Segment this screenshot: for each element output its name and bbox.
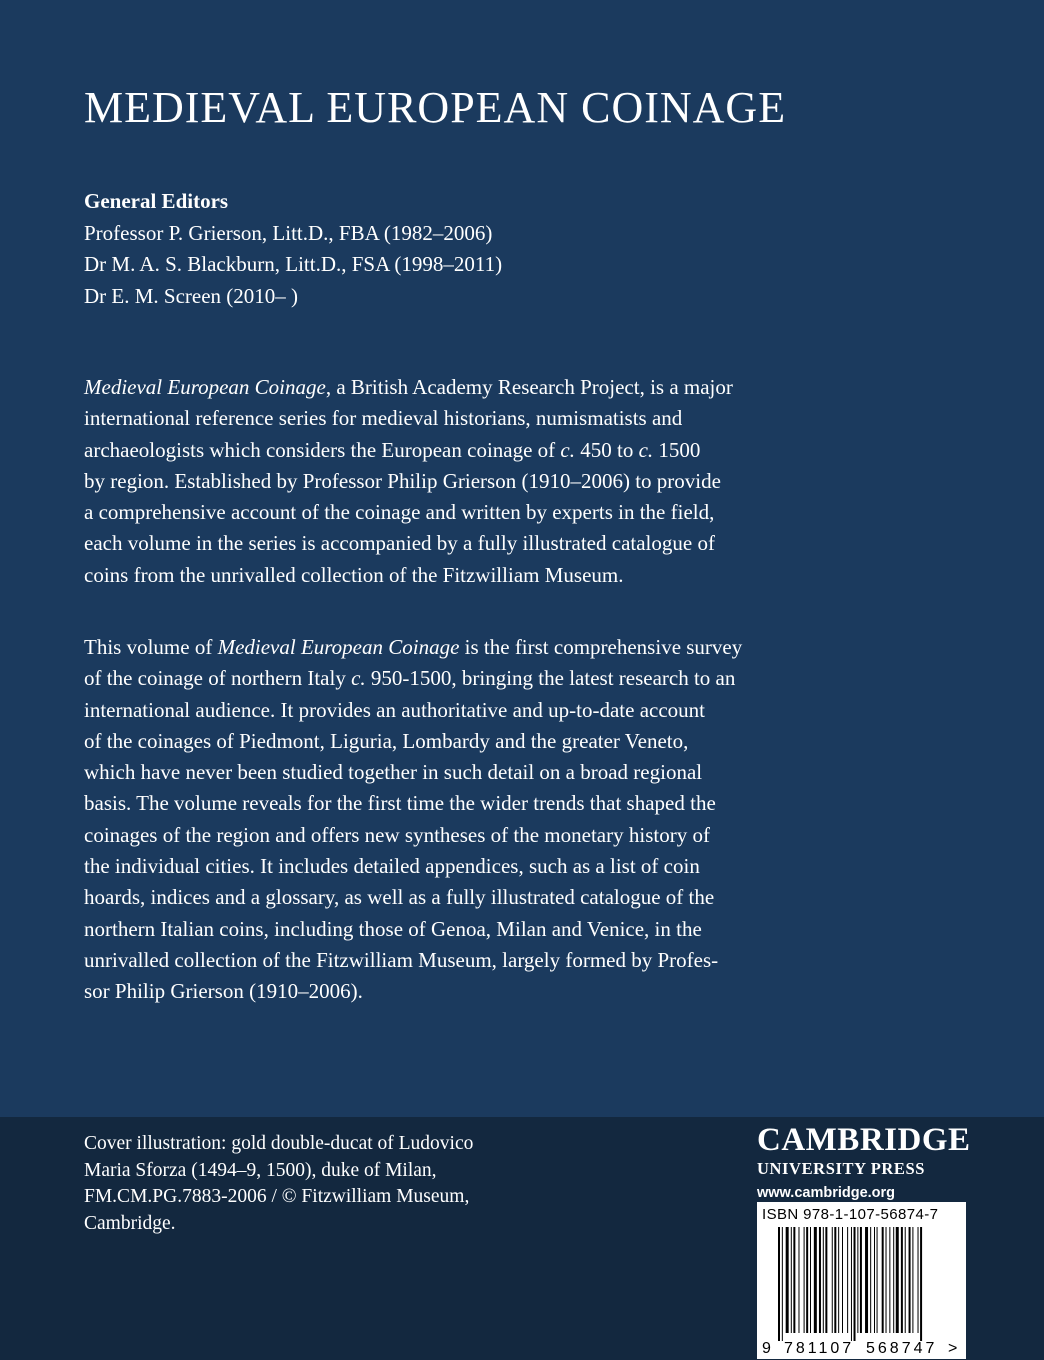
text-line: international audience. It provides an authoritative and up-to-date account (84, 697, 706, 722)
barcode-bar (786, 1227, 789, 1333)
barcode-bar (810, 1227, 811, 1333)
barcode-bar (886, 1227, 887, 1333)
editor-name: Professor P. Grierson, Litt.D., FBA (1982–2006) (84, 220, 493, 245)
barcode-bar (778, 1227, 780, 1341)
isbn-barcode (757, 1202, 966, 1359)
barcode-bar (851, 1227, 852, 1341)
text-line: northern Italian coins, including those of Genoa, Milan and Venice, in the (84, 916, 702, 941)
circa-italic: c. (638, 437, 654, 462)
credit-line: Cover illustration: gold double-ducat of Ludovico (84, 1133, 474, 1154)
cover-illustration-credit (84, 1131, 473, 1237)
barcode-bar (847, 1227, 848, 1333)
barcode-bar (877, 1227, 878, 1333)
text-line (84, 435, 733, 466)
barcode-bar (882, 1227, 884, 1333)
barcode-bars (778, 1227, 922, 1341)
barcode-bar (834, 1227, 836, 1333)
publisher-website: www.cambridge.org (757, 1185, 896, 1201)
barcode-bar (857, 1227, 858, 1333)
text-line (84, 663, 742, 694)
text-line: sor Philip Grierson (1910–2006). (84, 979, 363, 1004)
barcode-digits-left: 781107 (784, 1340, 855, 1357)
barcode-bar (842, 1227, 843, 1333)
footer-band (0, 1117, 1044, 1360)
barcode-bar (782, 1227, 783, 1341)
barcode-bar (832, 1227, 833, 1333)
series-description (84, 372, 733, 591)
publisher-name: CAMBRIDGE (757, 1122, 971, 1158)
text-fragment: 450 to (575, 437, 639, 462)
text-line: basis. The volume reveals for the first time the wider trends that shaped the (84, 791, 716, 816)
barcode-bar (918, 1227, 919, 1333)
barcode-bar (901, 1227, 903, 1333)
credit-line: Cambridge. (84, 1212, 176, 1234)
barcode-bar (798, 1227, 799, 1333)
barcode-bar (870, 1227, 871, 1333)
barcode-bar (860, 1227, 862, 1333)
general-editors (84, 186, 502, 312)
text-line: unrivalled collection of the Fitzwilliam Museum, largely formed by Profes- (84, 947, 719, 972)
barcode-bar (905, 1227, 906, 1333)
circa-italic: c. (560, 437, 575, 462)
credit-line: FM.CM.PG.7883-2006 / © Fitzwilliam Museum, (84, 1186, 470, 1207)
text-line (84, 632, 742, 663)
barcode-bar (791, 1227, 792, 1333)
text-line: which have never been studied together in such detail on a broad regional (84, 760, 703, 785)
text-line: hoards, indices and a glossary, as well as a fully illustrated catalogue of the (84, 885, 715, 910)
text-fragment: 950-1500, bringing the latest research to an (365, 666, 736, 691)
circa-italic: c. (351, 666, 366, 691)
text-line: by region. Established by Professor Philip Grierson (1910–2006) to provide (84, 468, 721, 493)
barcode-bar (819, 1227, 821, 1333)
text-line: international reference series for medieval historians, numismatists and (84, 406, 683, 431)
barcode-bar (838, 1227, 839, 1333)
barcode-bar (806, 1227, 808, 1333)
barcode-digit-end: > (948, 1340, 958, 1357)
barcode-bar (896, 1227, 899, 1333)
text-fragment: , a British Academy Research Project, is a major (325, 375, 733, 399)
barcode-graphic (758, 1203, 965, 1358)
barcode-bar (874, 1227, 875, 1333)
editor-name: Dr M. A. S. Blackburn, Litt.D., FSA (1998–2011) (84, 252, 503, 276)
text-fragment: is the first comprehensive survey (459, 635, 743, 659)
barcode-digits-right: 568747 (866, 1340, 938, 1357)
text-line: coins from the unrivalled collection of the Fitzwilliam Museum. (84, 562, 624, 587)
series-title: MEDIEVAL EUROPEAN COINAGE (84, 83, 787, 132)
publisher-subtitle: UNIVERSITY PRESS (757, 1159, 926, 1178)
barcode-digit-first: 9 (762, 1340, 771, 1357)
barcode-bar (909, 1227, 911, 1333)
barcode-bar (804, 1227, 805, 1333)
barcode-bar (823, 1227, 824, 1333)
series-name-italic: Medieval European Coinage (217, 635, 460, 659)
text-line: of the coinages of Piedmont, Liguria, Lombardy and the greater Veneto, (84, 728, 689, 753)
text-fragment: 1500 (653, 437, 701, 462)
barcode-bar (814, 1227, 817, 1333)
text-line: coinages of the region and offers new syntheses of the monetary history of (84, 822, 710, 847)
text-line: the individual cities. It includes detailed appendices, such as a list of coin (84, 854, 700, 879)
barcode-bar (865, 1227, 868, 1333)
text-line: each volume in the series is accompanied by a fully illustrated catalogue of (84, 531, 715, 556)
barcode-bar (893, 1227, 894, 1333)
text-line (84, 372, 733, 403)
barcode-bar (912, 1227, 913, 1333)
text-fragment: archaeologists which considers the European coinage of (84, 437, 561, 462)
series-name-italic: Medieval European Coinage (84, 375, 326, 399)
barcode-bar (854, 1227, 856, 1341)
credit-line: Maria Sforza (1494–9, 1500), duke of Milan, (84, 1159, 437, 1181)
volume-description (84, 632, 742, 1008)
editors-heading: General Editors (84, 189, 229, 213)
barcode-bar (793, 1227, 795, 1333)
text-fragment: of the coinage of northern Italy (84, 666, 352, 691)
text-line: a comprehensive account of the coinage and written by experts in the field, (84, 500, 715, 525)
publisher-logo (757, 1121, 971, 1201)
barcode-bar (889, 1227, 890, 1333)
text-fragment: This volume of (84, 635, 218, 659)
barcode-bar (920, 1227, 922, 1341)
barcode-bar (825, 1227, 827, 1333)
isbn-label: ISBN 978-1-107-56874-7 (762, 1206, 939, 1223)
editor-name: Dr E. M. Screen (2010– ) (84, 283, 299, 308)
